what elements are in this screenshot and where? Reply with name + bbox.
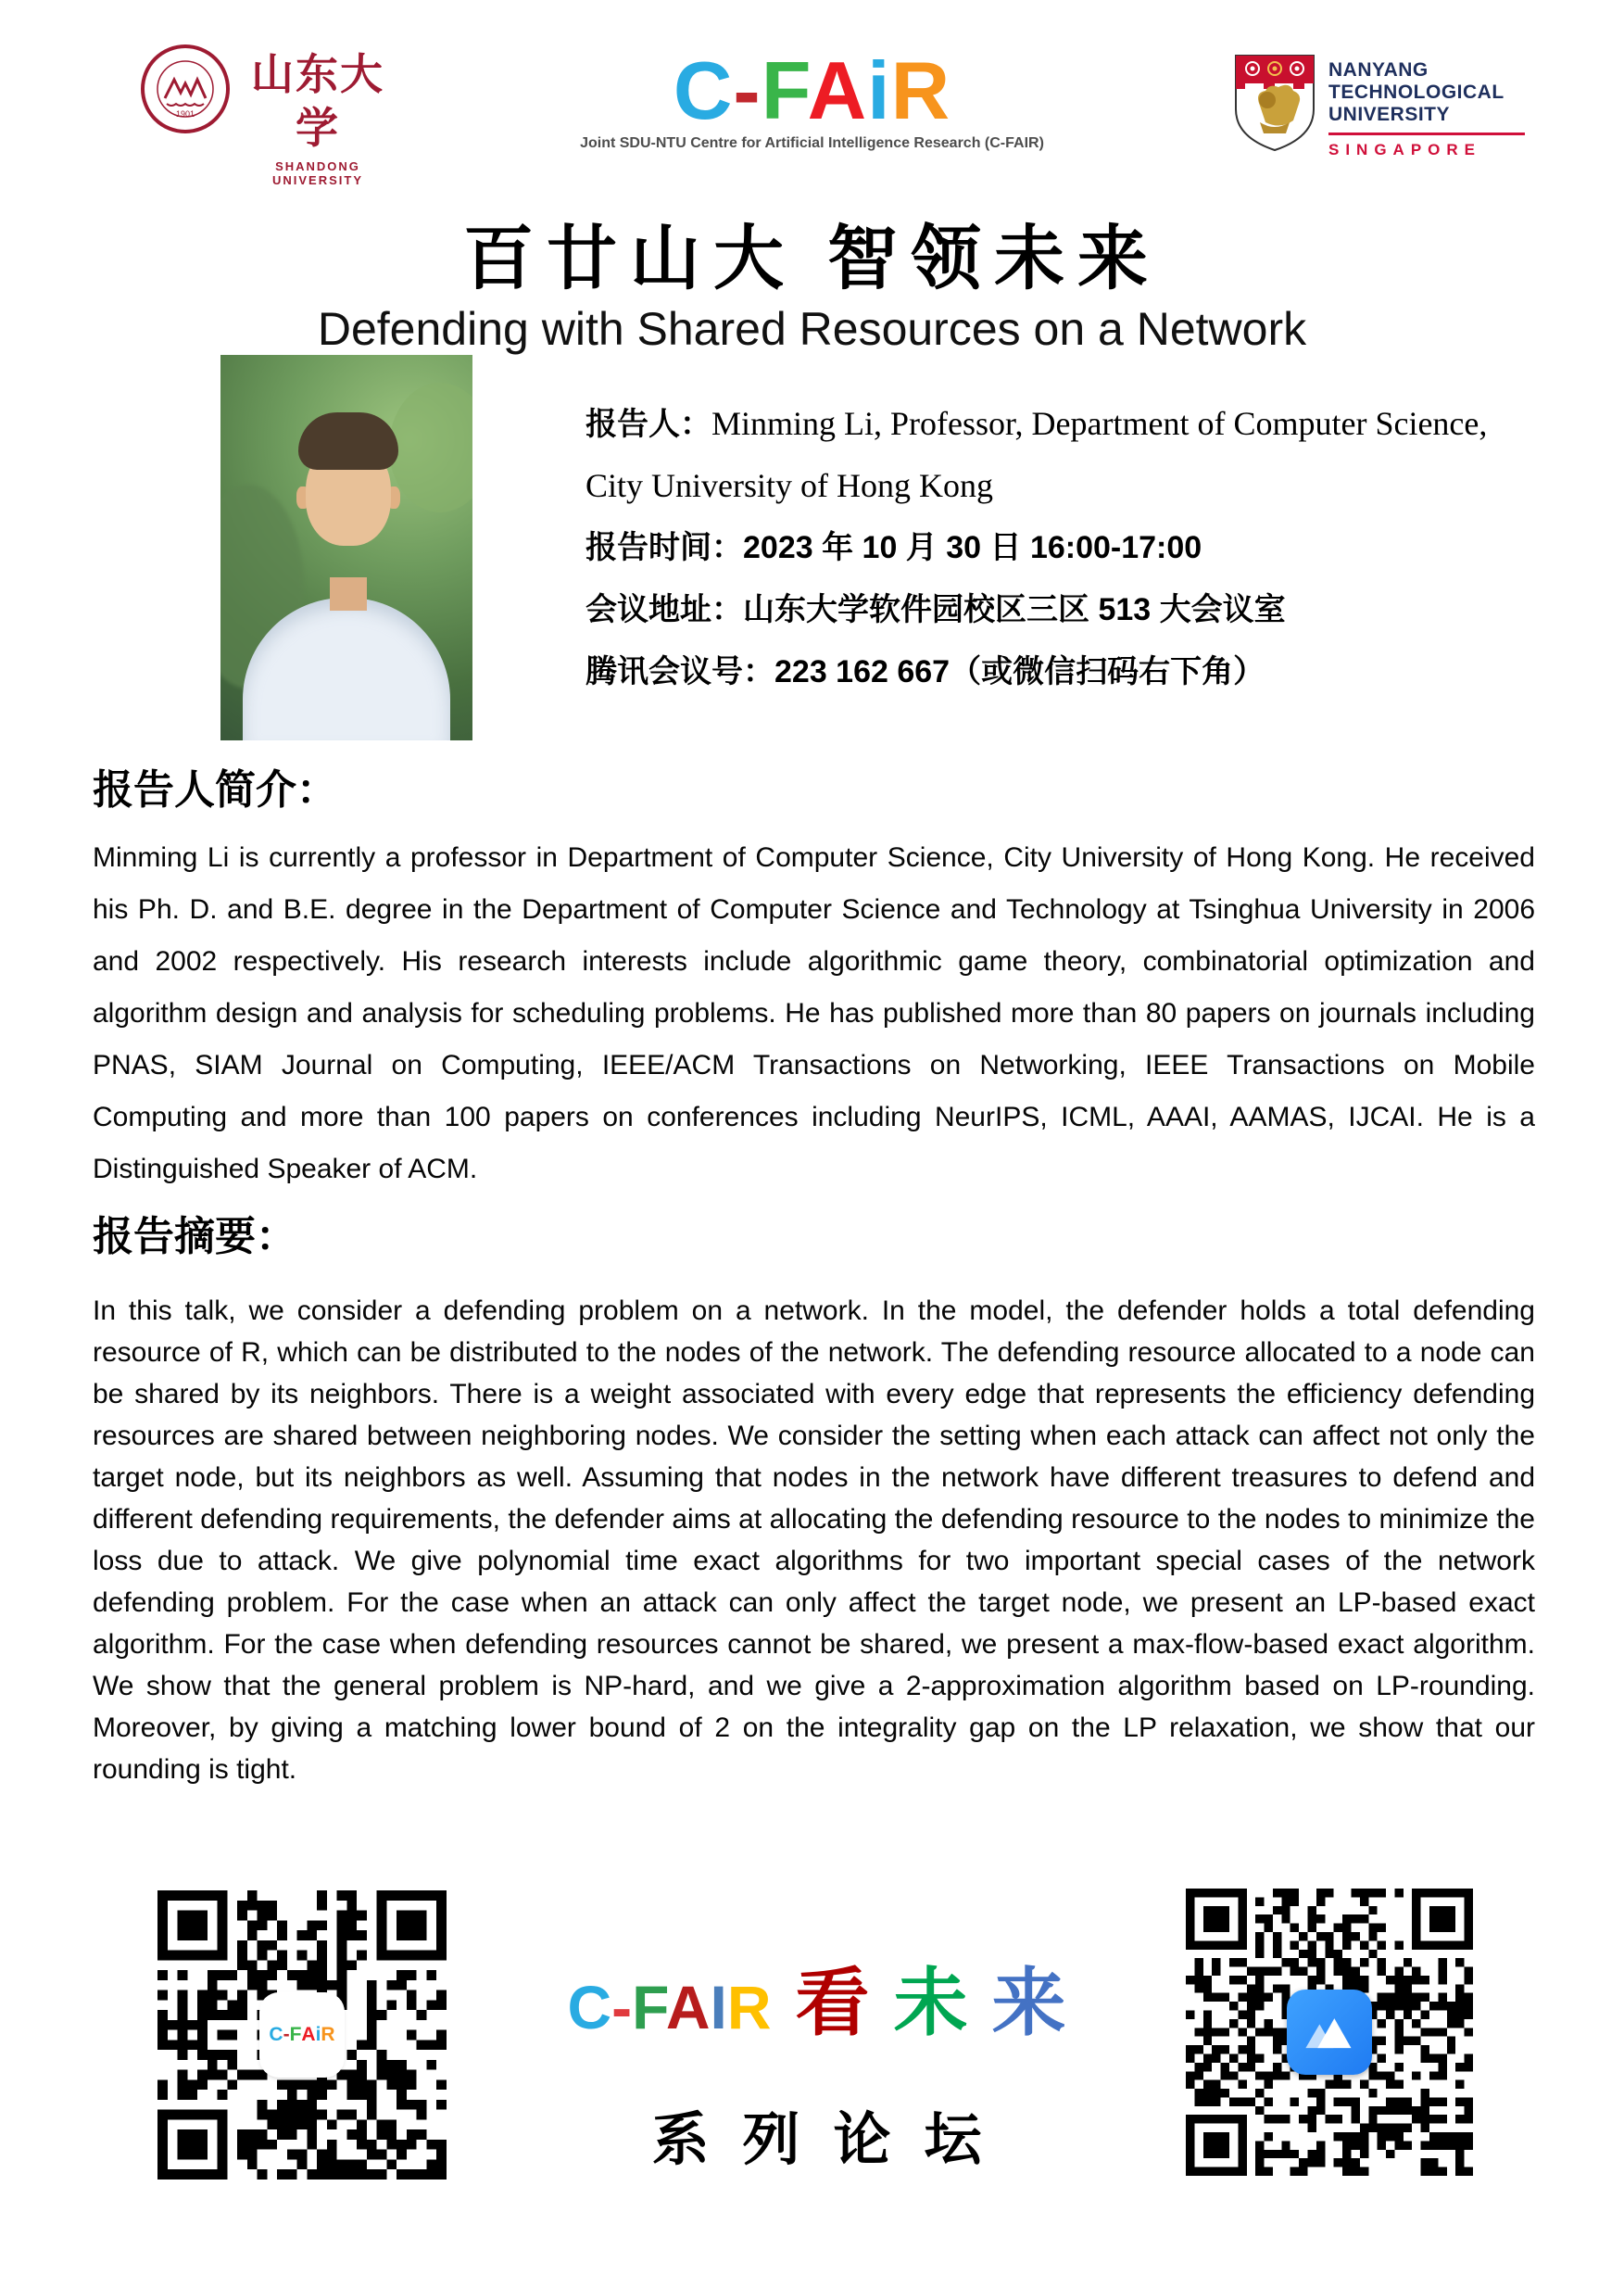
series-title bbox=[447, 1953, 1186, 2058]
info-label: 报告时间： bbox=[585, 530, 743, 565]
info-label: 会议地址： bbox=[585, 592, 743, 627]
abstract-heading: 报告摘要： bbox=[93, 1214, 296, 1259]
colored-letter: 未 bbox=[893, 1964, 968, 2045]
speaker-hair bbox=[298, 412, 398, 470]
colored-letter: C bbox=[269, 2024, 283, 2045]
series-banner bbox=[447, 1953, 1186, 2176]
tencent-meeting-mountain-icon bbox=[1300, 2011, 1359, 2053]
talk-title: Defending with Shared Resources on a Network bbox=[317, 303, 1307, 355]
sdu-name-cn: 山东大学 bbox=[251, 51, 384, 152]
series-subtitle: 系列论坛 bbox=[651, 2109, 1015, 2172]
colored-letter: - bbox=[283, 2024, 290, 2045]
ntu-country: SINGAPORE bbox=[1328, 141, 1482, 158]
anniversary-slogan: 百廿山大 智领未来 bbox=[463, 221, 1161, 298]
ntu-divider bbox=[1328, 133, 1525, 135]
colored-letter: A bbox=[807, 44, 868, 136]
colored-letter: F bbox=[289, 2024, 302, 2045]
colored-letter: A bbox=[665, 1973, 711, 2041]
info-value: City University of Hong Kong bbox=[585, 467, 993, 504]
info-value: Minming Li, Professor, Department of Computer Science, bbox=[711, 405, 1488, 442]
colored-letter: 看 bbox=[795, 1964, 870, 2045]
ntu-shield-icon bbox=[1232, 52, 1317, 154]
info-label: 腾讯会议号： bbox=[585, 654, 774, 689]
speaker-info-line bbox=[585, 579, 1521, 641]
speaker-info-line bbox=[585, 517, 1521, 579]
tencent-meeting-qr-badge bbox=[1287, 1990, 1372, 2075]
speaker-neck bbox=[330, 577, 367, 611]
cfair-qr-badge bbox=[262, 1995, 342, 2075]
info-label: 报告人： bbox=[585, 407, 711, 442]
speaker-photo bbox=[220, 355, 472, 740]
ntu-name-line2: TECHNOLOGICAL bbox=[1328, 82, 1504, 103]
colored-letter: F bbox=[632, 1973, 666, 2041]
colored-letter: R bbox=[321, 2024, 335, 2045]
bio-heading: 报告人简介： bbox=[93, 767, 337, 813]
info-value: 山东大学软件园校区三区 513 大会议室 bbox=[743, 592, 1286, 627]
talk-details bbox=[585, 393, 1521, 703]
bio-paragraph: Minming Li is currently a professor in Department of Computer Science, City University of Hong Kong. He received his Ph. D. and B.E. degree in the Department of Computer Science and Technology at Tsinghua University in 2006 and 2002 respectively. His research interests include algorithmic game theory, combinatorial optimization and algorithm design and analysis for scheduling problems. He has published more than 80 papers on journals including PNAS, SIAM Journal on Computing, IEEE/ACM Transactions on Networking, IEEE Transactions on Mobile Computing and more than 100 papers on conferences including NeurIPS, ICML, AAAI, AAMAS, IJCAI. He is a Distinguished Speaker of ACM. bbox=[93, 842, 1535, 1184]
speaker-info-line bbox=[585, 455, 1521, 517]
ntu-name-line1: NANYANG bbox=[1328, 59, 1429, 81]
cfair-subtitle: Joint SDU-NTU Centre for Artificial Intelligence Research (C-FAIR) bbox=[580, 135, 1044, 151]
abstract-paragraph: In this talk, we consider a defending problem on a network. In the model, the defender holds a total defending resource of R, which can be distributed to the nodes of the network. The defending resource allocated to a node can be shared by its neighbors. There is a weight associated with every edge that represents the efficiency defending resources are shared between neighboring nodes. We consider the setting when each attack can affect not only the target node, but its neighbors as well. Assuming that nodes in the network have different treasures to defend and different defending requirements, the defender aims at allocating the defending resource to the nodes to minimize the loss due to attack. We give polynomial time exact algorithms for two important special cases of the network defending problem. For the case when an attack can only affect the target node, we present an LP-based exact algorithm. For the case when defending resources cannot be shared, we present a max-flow-based exact algorithm. We show that the general problem is NP-hard, and we give a 2-approximation algorithm based on LP-rounding. Moreover, by giving a matching lower bound of 2 on the integrality gap on the LP relaxation, we show that our rounding is tight. bbox=[93, 1295, 1535, 1785]
colored-letter: A bbox=[301, 2024, 316, 2045]
sdu-name-en: SHANDONG UNIVERSITY bbox=[271, 159, 363, 187]
colored-letter: - bbox=[733, 44, 762, 136]
colored-letter: C bbox=[673, 44, 734, 136]
colored-letter: C bbox=[567, 1973, 612, 2041]
colored-letter: I bbox=[710, 1973, 727, 2041]
colored-letter: i bbox=[315, 2024, 321, 2045]
info-value: 2023 年 10 月 30 日 16:00-17:00 bbox=[743, 530, 1202, 565]
colored-letter: R bbox=[890, 44, 951, 136]
photo-background-foliage bbox=[389, 383, 472, 512]
colored-letter: R bbox=[726, 1973, 772, 2041]
info-value: 223 162 667（或微信扫码右下角） bbox=[774, 654, 1265, 689]
colored-letter: i bbox=[867, 44, 891, 136]
colored-letter: - bbox=[611, 1973, 633, 2041]
ntu-name-line3: UNIVERSITY bbox=[1328, 104, 1451, 125]
colored-letter: 来 bbox=[991, 1964, 1066, 2045]
colored-letter: F bbox=[761, 44, 808, 136]
speaker-info-line bbox=[585, 393, 1521, 455]
ntu-logo bbox=[1232, 52, 1538, 163]
sdu-seal-year: 1901 bbox=[175, 109, 195, 119]
speaker-info-line bbox=[585, 641, 1521, 703]
